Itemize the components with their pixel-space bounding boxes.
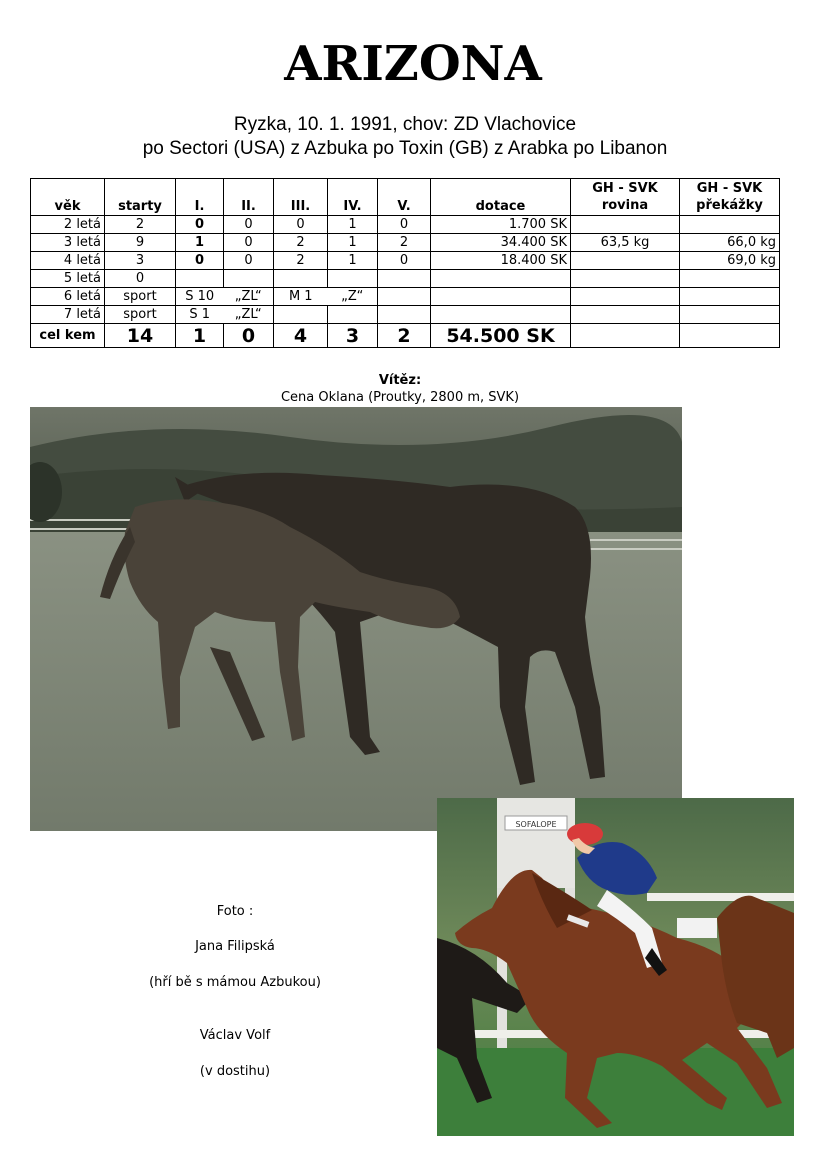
header-fifth: V. (378, 179, 431, 216)
empty-cell (571, 270, 680, 288)
winner-race: Cena Oklana (Proutky, 2800 m, SVK) (280, 390, 520, 405)
row-prize: 34.400 SK (431, 234, 571, 252)
header-gh-hurdle (680, 179, 780, 216)
credits-desc1: (hří bě s mámou Azbukou) (149, 975, 321, 990)
empty-cell (328, 270, 378, 288)
row-fifth: 2 (378, 234, 431, 252)
empty-cell (431, 306, 571, 324)
row-first: 0 (176, 216, 224, 234)
row-third: 2 (274, 234, 328, 252)
total-second: 0 (224, 324, 274, 348)
row-starts: 3 (105, 252, 176, 270)
total-fourth: 3 (328, 324, 378, 348)
mare-and-foal-photo (30, 407, 682, 831)
horse-details: Ryzka, 10. 1. 1991, chov: ZD Vlachovice (233, 114, 577, 135)
row-s-grade: „ZL“ (224, 306, 274, 324)
table-header-row (31, 179, 780, 216)
row-flat (571, 252, 680, 270)
empty-cell (680, 324, 780, 348)
row-m-grade: „Z“ (328, 288, 378, 306)
row-age: 6 letá (31, 288, 105, 306)
row-fourth: 1 (328, 252, 378, 270)
racing-image (437, 798, 794, 1136)
row-starts: sport (105, 288, 176, 306)
table-row (31, 270, 780, 288)
empty-cell (378, 288, 431, 306)
total-starts: 14 (105, 324, 176, 348)
racing-photo (437, 798, 794, 1136)
row-second: 0 (224, 252, 274, 270)
row-starts: 0 (105, 270, 176, 288)
total-fifth: 2 (378, 324, 431, 348)
row-s-class: S 1 (176, 306, 224, 324)
row-third: 2 (274, 252, 328, 270)
winner-heading: Vítěz: (378, 373, 422, 388)
empty-cell (571, 288, 680, 306)
row-fifth: 0 (378, 252, 431, 270)
row-second: 0 (224, 216, 274, 234)
page-title: ARIZONA (284, 36, 542, 92)
credits-name1: Jana Filipská (195, 939, 275, 954)
row-age: 4 letá (31, 252, 105, 270)
header-gh-flat (571, 179, 680, 216)
row-second: 0 (224, 234, 274, 252)
header-second: II. (224, 179, 274, 216)
empty-cell (274, 306, 328, 324)
total-label: cel kem (31, 324, 105, 348)
empty-cell (431, 270, 571, 288)
row-m-class: M 1 (274, 288, 328, 306)
empty-cell (176, 270, 224, 288)
row-age: 5 letá (31, 270, 105, 288)
row-starts: 9 (105, 234, 176, 252)
header-age: věk (31, 179, 105, 216)
empty-cell (274, 270, 328, 288)
row-starts: sport (105, 306, 176, 324)
row-prize: 1.700 SK (431, 216, 571, 234)
row-s-grade: „ZL“ (224, 288, 274, 306)
total-prize: 54.500 SK (431, 324, 571, 348)
row-hurdle: 66,0 kg (680, 234, 780, 252)
empty-cell (571, 306, 680, 324)
header-third: III. (274, 179, 328, 216)
row-hurdle (680, 216, 780, 234)
table-row (31, 252, 780, 270)
table-row (31, 288, 780, 306)
credits-foto: Foto : (216, 904, 254, 919)
race-stats-table (30, 178, 780, 348)
total-row (31, 324, 780, 348)
header-gh-hurdle-line2: překážky (696, 198, 763, 213)
credits-desc2: (v dostihu) (199, 1064, 271, 1079)
header-starts: starty (105, 179, 176, 216)
sign-text: SOFALOPE (515, 820, 557, 829)
empty-cell (680, 306, 780, 324)
row-fourth: 1 (328, 234, 378, 252)
row-first: 1 (176, 234, 224, 252)
empty-cell (571, 324, 680, 348)
header-fourth: IV. (328, 179, 378, 216)
row-age: 3 letá (31, 234, 105, 252)
empty-cell (378, 306, 431, 324)
table-row (31, 306, 780, 324)
pedigree: po Sectori (USA) z Azbuka po Toxin (GB) z Arabka po Libanon (142, 138, 668, 159)
total-third: 4 (274, 324, 328, 348)
table-row (31, 216, 780, 234)
empty-cell (680, 288, 780, 306)
row-first: 0 (176, 252, 224, 270)
row-starts: 2 (105, 216, 176, 234)
empty-cell (328, 306, 378, 324)
table-row (31, 234, 780, 252)
header-gh-flat-line1: GH - SVK (592, 181, 658, 196)
mare-and-foal-image (30, 407, 682, 831)
header-gh-hurdle-line1: GH - SVK (696, 181, 763, 196)
total-first: 1 (176, 324, 224, 348)
empty-cell (680, 270, 780, 288)
row-fourth: 1 (328, 216, 378, 234)
credits-name2: Václav Volf (199, 1028, 271, 1043)
row-hurdle: 69,0 kg (680, 252, 780, 270)
row-fifth: 0 (378, 216, 431, 234)
row-s-class: S 10 (176, 288, 224, 306)
header-prize: dotace (431, 179, 571, 216)
empty-cell (378, 270, 431, 288)
row-flat (571, 216, 680, 234)
header-first: I. (176, 179, 224, 216)
row-prize: 18.400 SK (431, 252, 571, 270)
row-third: 0 (274, 216, 328, 234)
empty-cell (431, 288, 571, 306)
header-gh-flat-line2: rovina (601, 198, 649, 213)
row-flat: 63,5 kg (571, 234, 680, 252)
empty-cell (224, 270, 274, 288)
row-age: 7 letá (31, 306, 105, 324)
row-age: 2 letá (31, 216, 105, 234)
